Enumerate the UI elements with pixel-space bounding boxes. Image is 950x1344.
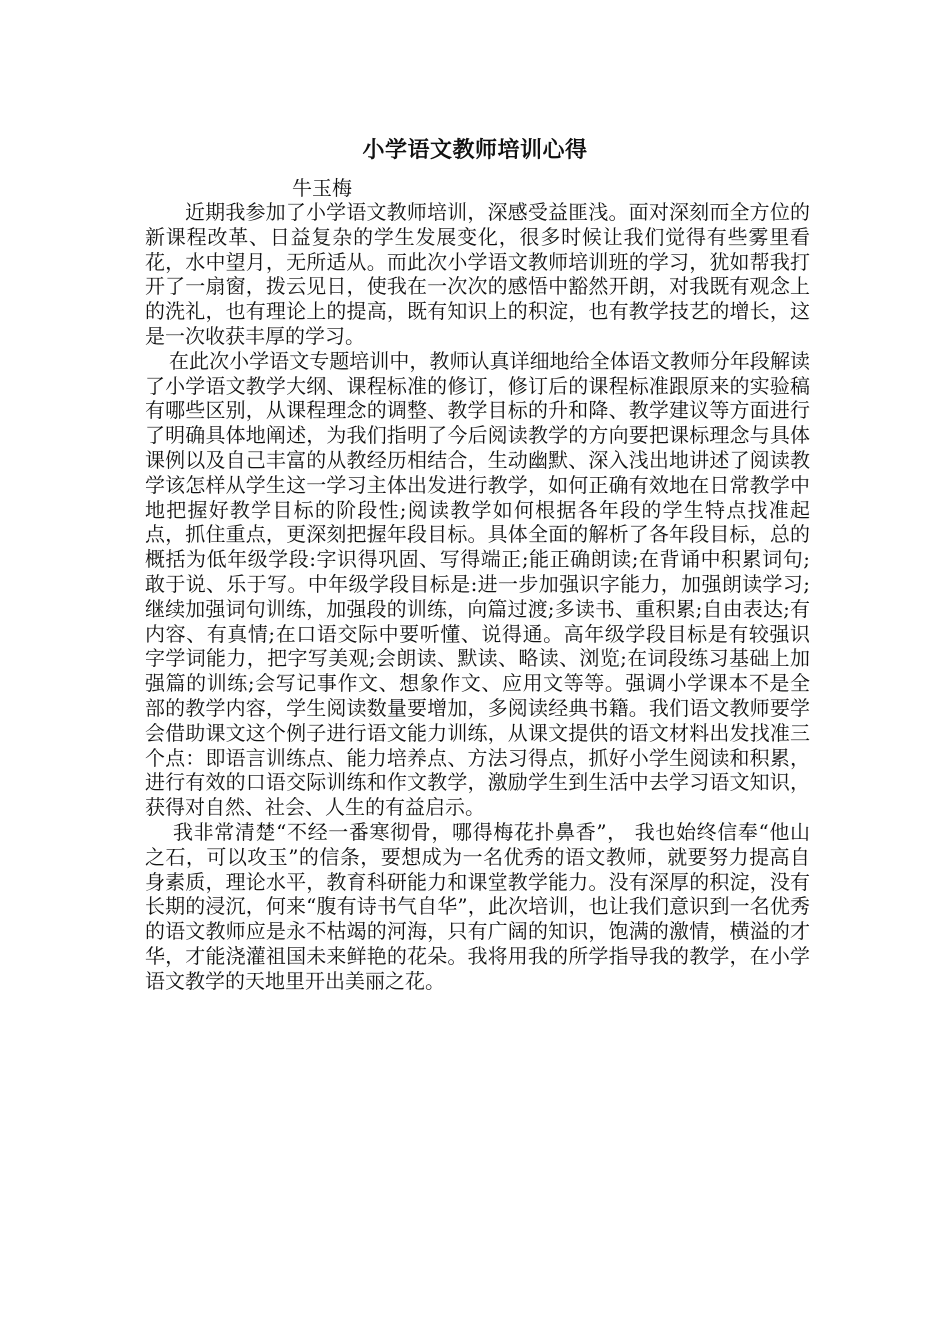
- paragraph-2: 在此次小学语文专题培训中，教师认真详细地给全体语文教师分年段解读了小学语文教学大纲、课程标准的修订，修订后的课程标准跟原来的实验稿有哪些区别，从课程理念的调整、教学目标的升和降、教学建议等方面进行了明确具体地阐述，为我们指明了今后阅读教学的方向要把课标理念与具体课例以及自己丰富的从教经历相结合，生动幽默、深入浅出地讲述了阅读教学该怎样从学生这一学习主体出发进行教学，如何正确有效地在日常教学中地把握好教学目标的阶段性;阅读教学如何根据各年段的学生特点找准起点，抓住重点，更深刻把握年段目标。具体全面的解析了各年段目标，总的概括为低年级学段:字识得巩固、写得端正;能正确朗读;在背诵中积累词句;敢于说、乐于写。中年级学段目标是:进一步加强识字能力，加强朗读学习;继续加强词句训练，加强段的训练，向篇过渡;多读书、重积累;自由表达;有内容、有真情;在口语交际中要听懂、说得通。高年级学段目标是有较强识字学词能力，把字写美观;会朗读、默读、略读、浏览;在词段练习基础上加强篇的训练;会写记事作文、想象作文、应用文等等。强调小学课本不是全部的教学内容，学生阅读数量要增加，多阅读经典书籍。我们语文教师要学会借助课文这个例子进行语文能力训练，从课文提供的语文材料出发找准三个点：即语言训练点、能力培养点、方法习得点，抓好小学生阅读和积累，进行有效的口语交际训练和作文教学，激励学生到生活中去学习语文知识，获得对自然、社会、人生的有益启示。: [145, 348, 810, 820]
- document-title: 小学语文教师培训心得: [362, 137, 588, 163]
- document-body: [145, 200, 810, 994]
- paragraph-1: 近期我参加了小学语文教师培训，深感受益匪浅。面对深刻而全方位的新课程改革、日益复杂的学生发展变化，很多时候让我们觉得有些雾里看花，水中望月，无所适从。而此次小学语文教师培训班的学习，犹如帮我打开了一扇窗，拨云见日，使我在一次次的感悟中豁然开朗，对我既有观念上的洗礼，也有理论上的提高，既有知识上的积淀，也有教学技艺的增长，这是一次收获丰厚的学习。: [145, 200, 810, 348]
- paragraph-3: 我非常清楚“不经一番寒彻骨，哪得梅花扑鼻香”， 我也始终信奉“他山之石，可以攻玉”的信条，要想成为一名优秀的语文教师，就要努力提高自身素质，理论水平，教育科研能力和课堂教学能力。没有深厚的积淀，没有长期的浸沉，何来“腹有诗书气自华”，此次培训，也让我们意识到一名优秀的语文教师应是永不枯竭的河海，只有广阔的知识，饱满的激情，横溢的才华，才能浇灌祖国未来鲜艳的花朵。我将用我的所学指导我的教学，在小学语文教学的天地里开出美丽之花。: [145, 819, 810, 993]
- author-name: 牛玉梅: [292, 176, 352, 200]
